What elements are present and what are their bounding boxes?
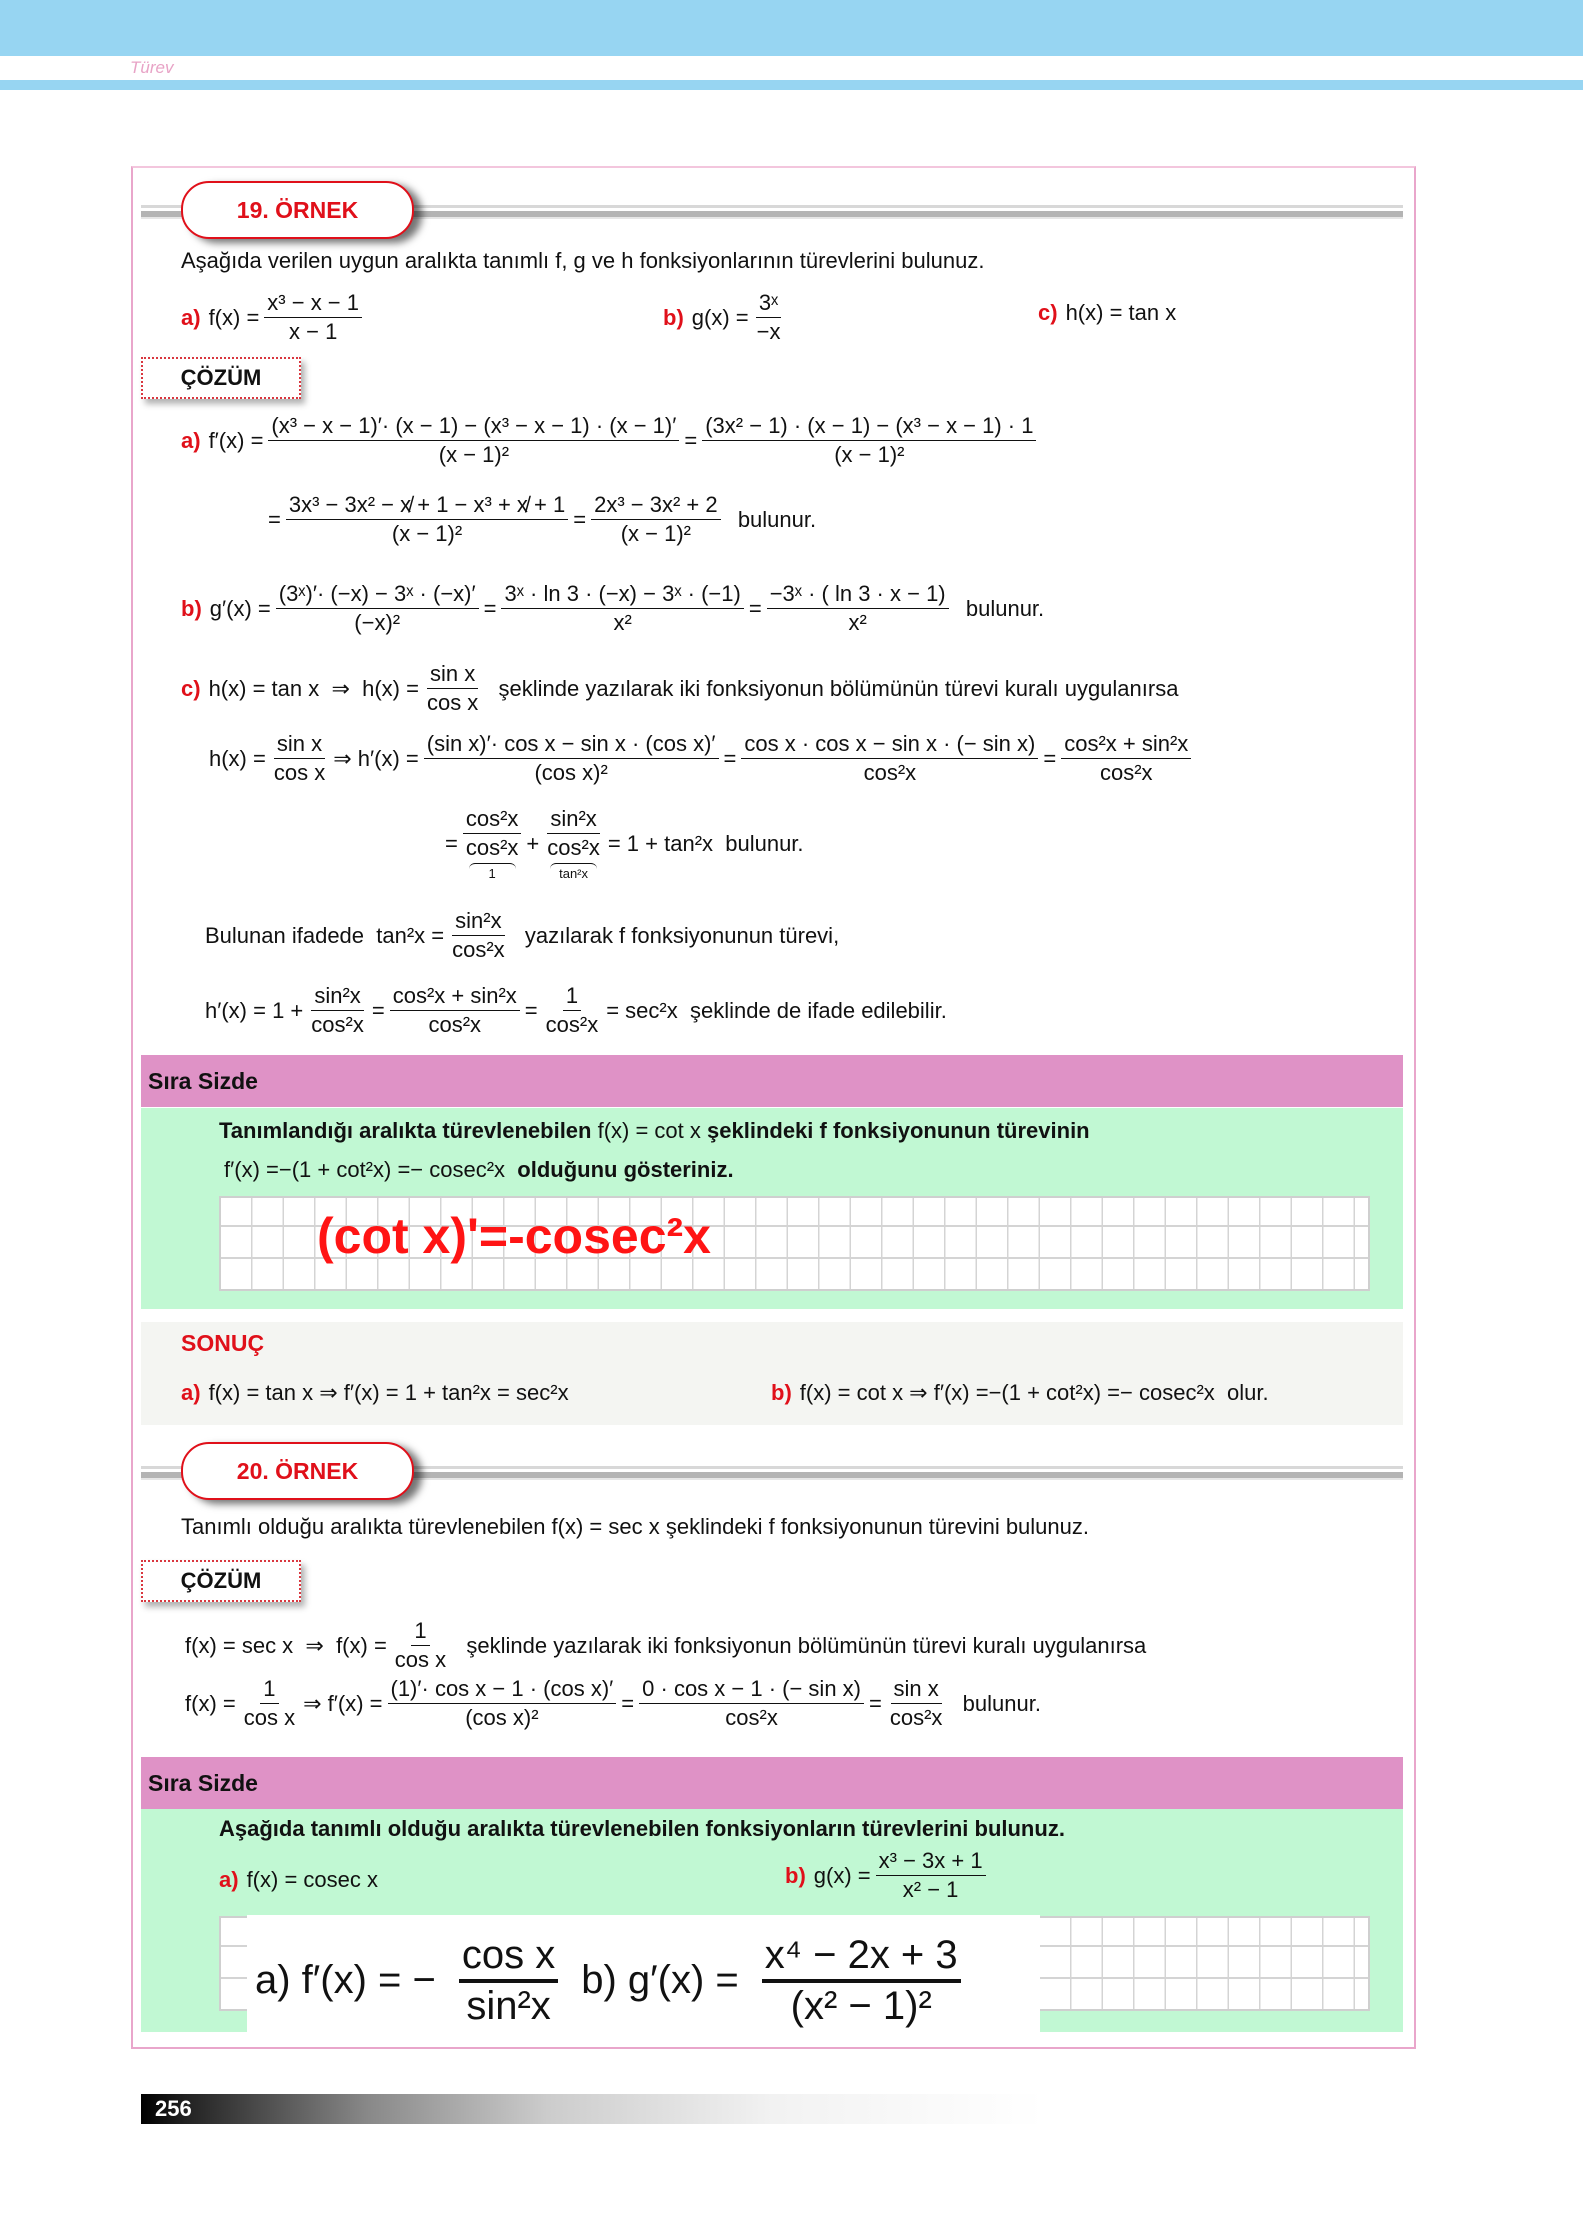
numerator: 0 · cos x − 1 · (− sin x) xyxy=(639,1676,864,1704)
math-text: bulunur. xyxy=(953,595,1045,621)
fraction xyxy=(762,1933,961,2029)
fraction xyxy=(876,1848,986,1903)
math-text: = xyxy=(1043,745,1057,771)
fraction xyxy=(276,581,479,636)
example-19-question: Aşağıda verilen uygun aralıkta tanımlı f, g ve h fonksiyonlarının türevlerini bulunuz. xyxy=(181,248,985,273)
fraction xyxy=(702,413,1036,468)
numerator: cos²x + sin²x xyxy=(1061,731,1191,759)
part-a xyxy=(181,290,367,345)
math-text: = xyxy=(524,997,538,1023)
page-number-bar xyxy=(141,2094,1044,2124)
math-text: = xyxy=(684,427,698,453)
solution-line xyxy=(181,661,1178,716)
fraction xyxy=(543,983,602,1038)
numerator: (sin x)′· cos x − sin x · (cos x)′ xyxy=(424,731,719,759)
denominator: (x − 1)² xyxy=(391,521,463,546)
result-box xyxy=(141,1322,1403,1425)
practice-part-b xyxy=(785,1848,991,1903)
practice-header: Sıra Sizde xyxy=(141,1055,1403,1107)
numerator: sin²x xyxy=(311,983,363,1011)
math-text: f(x) = cot x xyxy=(597,1118,708,1143)
solution-line xyxy=(268,492,816,547)
math-text: a) f′(x) = − xyxy=(255,1958,436,2002)
numerator: sin x xyxy=(427,661,478,689)
denominator: x² xyxy=(613,610,632,635)
numerator: cos x · cos x − sin x · (− sin x) xyxy=(741,731,1038,759)
fraction xyxy=(271,731,328,786)
numerator: 1 xyxy=(260,1676,278,1704)
math-text: g(x) = xyxy=(813,1862,871,1888)
item-label: b) xyxy=(785,1862,806,1888)
numerator: 3x³ − 3x² − x̸ + 1 − x³ + x̸ + 1 xyxy=(286,492,568,520)
item-label: a) xyxy=(181,427,201,453)
result-title: SONUÇ xyxy=(181,1330,265,1356)
fraction xyxy=(639,1676,864,1731)
math-text: h(x) = tan x ⇒ h(x) = xyxy=(208,675,419,701)
fraction xyxy=(887,1676,946,1731)
numerator: (1)′· cos x − 1 · (cos x)′ xyxy=(388,1676,617,1704)
math-text: bulunur. xyxy=(950,1690,1041,1716)
denominator: (x² − 1)² xyxy=(790,1983,932,2028)
underbrace-label: tan²x xyxy=(550,863,597,881)
practice-text xyxy=(219,1816,1065,1842)
math-text: = xyxy=(445,830,458,856)
fraction xyxy=(390,983,520,1038)
math-text: f(x) = xyxy=(208,304,260,330)
item-label: b) xyxy=(771,1380,792,1405)
fraction xyxy=(459,1933,558,2029)
section-name: Türev xyxy=(130,58,174,77)
denominator: cos²x xyxy=(725,1705,778,1730)
math-text: f(x) = sec x ⇒ f(x) = xyxy=(185,1632,387,1658)
math-text: f′(x) =−(1 + cot²x) =− cosec²x xyxy=(224,1157,518,1182)
part-c xyxy=(1038,300,1176,326)
denominator: (x − 1)² xyxy=(834,442,905,467)
numerator: −3ˣ · ( ln 3 · x − 1) xyxy=(767,581,949,609)
math-text: = xyxy=(621,1690,635,1716)
denominator: (cos x)² xyxy=(534,760,608,785)
denominator: x − 1 xyxy=(289,319,338,344)
bold-text: Tanımlandığı aralıkta türevlenebilen xyxy=(219,1118,598,1143)
math-text: + xyxy=(526,830,540,856)
numerator: cos²x xyxy=(463,806,522,834)
numerator: (x³ − x − 1)′· (x − 1) − (x³ − x − 1) · (x − 1)′ xyxy=(268,413,679,441)
denominator: cos²x xyxy=(428,1012,482,1037)
fraction xyxy=(1061,731,1191,786)
math-text: yazılarak f fonksiyonunun türevi, xyxy=(512,922,840,948)
item-label: c) xyxy=(1038,300,1058,325)
fraction xyxy=(286,492,568,547)
bold-text: olduğunu gösteriniz. xyxy=(517,1157,734,1182)
denominator: (−x)² xyxy=(354,610,401,635)
math-text: şeklinde yazılarak iki fonksiyonun bölümünün türevi kuralı uygulanırsa xyxy=(486,675,1179,701)
math-text: ⇒ f′(x) = xyxy=(303,1690,383,1716)
solution-label: ÇÖZÜM xyxy=(141,357,301,399)
item-label: b) xyxy=(181,595,202,621)
math-text: = xyxy=(748,595,762,621)
fraction xyxy=(501,581,743,636)
denominator: cos x xyxy=(273,760,326,785)
math-text: = sec²x şeklinde de ifade edilebilir. xyxy=(606,997,947,1023)
fraction xyxy=(544,806,603,881)
math-text: b) g′(x) = xyxy=(581,1958,739,2002)
numerator: (3ˣ)′· (−x) − 3ˣ · (−x)′ xyxy=(276,581,479,609)
numerator: x⁴ − 2x + 3 xyxy=(762,1933,961,1983)
denominator: cos²x xyxy=(547,835,600,860)
example-20-label: 20. ÖRNEK xyxy=(181,1442,414,1500)
math-text: g(x) = xyxy=(691,304,749,330)
result-b xyxy=(771,1380,1269,1406)
math-text: h′(x) = 1 + xyxy=(205,997,304,1023)
fraction xyxy=(767,581,949,636)
item-label: a) xyxy=(181,304,201,330)
bold-text: şeklindeki f fonksiyonunun türevinin xyxy=(707,1118,1090,1143)
fraction xyxy=(424,661,481,716)
practice-text xyxy=(219,1118,1090,1144)
item-label: c) xyxy=(181,675,201,701)
solution-line xyxy=(209,731,1196,786)
result-a xyxy=(181,1380,569,1406)
numerator: x³ − x − 1 xyxy=(264,290,362,318)
denominator: cos²x xyxy=(889,1705,943,1730)
math-text: = xyxy=(573,506,587,532)
part-b xyxy=(663,290,788,345)
denominator: cos²x xyxy=(863,760,917,785)
math-text: = xyxy=(371,997,385,1023)
denominator: (cos x)² xyxy=(465,1705,539,1730)
solution-label: ÇÖZÜM xyxy=(141,1560,301,1602)
math-text: ⇒ h′(x) = xyxy=(333,745,419,771)
solution-line xyxy=(181,413,1041,468)
numerator: cos²x + sin²x xyxy=(390,983,520,1011)
math-text: = xyxy=(483,595,497,621)
denominator: −x xyxy=(756,319,781,344)
denominator: cos x xyxy=(426,690,479,715)
numerator: sin x xyxy=(891,1676,942,1704)
denominator: x² − 1 xyxy=(902,1877,959,1902)
math-text: g′(x) = xyxy=(209,595,271,621)
numerator: sin x xyxy=(274,731,325,759)
fraction xyxy=(591,492,721,547)
numerator: cos x xyxy=(459,1933,558,1983)
math-text: = 1 + tan²x bulunur. xyxy=(607,830,804,856)
denominator: x² xyxy=(848,610,867,635)
denominator: (x − 1)² xyxy=(620,521,691,546)
math-text: Bulunan ifadede tan²x = xyxy=(205,922,445,948)
underbrace-label: 1 xyxy=(469,863,516,881)
solution-line xyxy=(205,908,839,963)
math-text: h(x) = tan x xyxy=(1065,300,1177,325)
solution-line xyxy=(181,581,1044,636)
denominator: cos²x xyxy=(545,1012,599,1037)
denominator: (x − 1)² xyxy=(438,442,510,467)
fraction xyxy=(754,290,784,345)
fraction xyxy=(463,806,522,881)
top-banner xyxy=(0,0,1583,56)
item-label: b) xyxy=(663,304,684,330)
example-19-label: 19. ÖRNEK xyxy=(181,181,414,239)
fraction xyxy=(264,290,362,345)
practice-header: Sıra Sizde xyxy=(141,1757,1403,1809)
solution-line xyxy=(185,1676,1041,1731)
math-text: f(x) = cosec x xyxy=(246,1867,378,1892)
math-text: = xyxy=(869,1690,882,1716)
solution-line xyxy=(445,806,804,881)
example-20-question: Tanımlı olduğu aralıkta türevlenebilen f(x) = sec x şeklindeki f fonksiyonunun türevini bulunuz. xyxy=(181,1514,1089,1539)
numerator: 1 xyxy=(563,983,581,1011)
page-number: 256 xyxy=(155,2096,192,2121)
solution-line xyxy=(185,1618,1146,1673)
denominator: cos²x xyxy=(465,835,519,860)
math-text: f(x) = xyxy=(185,1690,236,1716)
math-text: f′(x) = xyxy=(208,427,264,453)
numerator: sin²x xyxy=(547,806,599,834)
math-text: şeklinde yazılarak iki fonksiyonun bölümünün türevi kuralı uygulanırsa xyxy=(454,1632,1147,1658)
denominator: cos²x xyxy=(311,1012,364,1037)
solution-line xyxy=(205,983,947,1038)
math-text: = xyxy=(723,745,737,771)
fraction xyxy=(392,1618,449,1673)
item-label: a) xyxy=(219,1867,239,1892)
numerator: sin²x xyxy=(452,908,504,936)
top-stripe xyxy=(0,80,1583,90)
fraction xyxy=(388,1676,617,1731)
numerator: x³ − 3x + 1 xyxy=(876,1848,986,1876)
fraction xyxy=(241,1676,298,1731)
numerator: 1 xyxy=(411,1618,429,1646)
math-text: f(x) = tan x ⇒ f′(x) = 1 + tan²x = sec²x xyxy=(208,1380,569,1405)
denominator: cos²x xyxy=(1099,760,1153,785)
numerator: 2x³ − 3x² + 2 xyxy=(591,492,721,520)
denominator: cos²x xyxy=(452,937,505,962)
numerator: (3x² − 1) · (x − 1) − (x³ − x − 1) · 1 xyxy=(702,413,1036,441)
math-text: h(x) = xyxy=(209,745,266,771)
fraction xyxy=(268,413,679,468)
fraction xyxy=(424,731,719,786)
denominator: sin²x xyxy=(466,1983,551,2028)
item-label: a) xyxy=(181,1380,201,1405)
numerator: 3ˣ xyxy=(756,290,781,318)
numerator: 3ˣ · ln 3 · (−x) − 3ˣ · (−1) xyxy=(501,581,743,609)
denominator: cos x xyxy=(243,1705,296,1730)
practice-part-a xyxy=(219,1867,378,1893)
fraction xyxy=(741,731,1038,786)
math-text: f(x) = cot x ⇒ f′(x) =−(1 + cot²x) =− cosec²x olur. xyxy=(799,1380,1269,1405)
fraction xyxy=(308,983,367,1038)
handwritten-answer: (cot x)'=-cosec²x xyxy=(317,1208,711,1264)
math-text: bulunur. xyxy=(725,506,817,532)
bold-text: Aşağıda tanımlı olduğu aralıkta türevlenebilen fonksiyonların türevlerini bulunuz. xyxy=(219,1816,1065,1841)
practice-text xyxy=(224,1157,734,1183)
answer-overlay xyxy=(247,1915,1040,2046)
fraction xyxy=(449,908,508,963)
denominator: cos x xyxy=(394,1647,447,1672)
math-text: = xyxy=(268,506,281,532)
